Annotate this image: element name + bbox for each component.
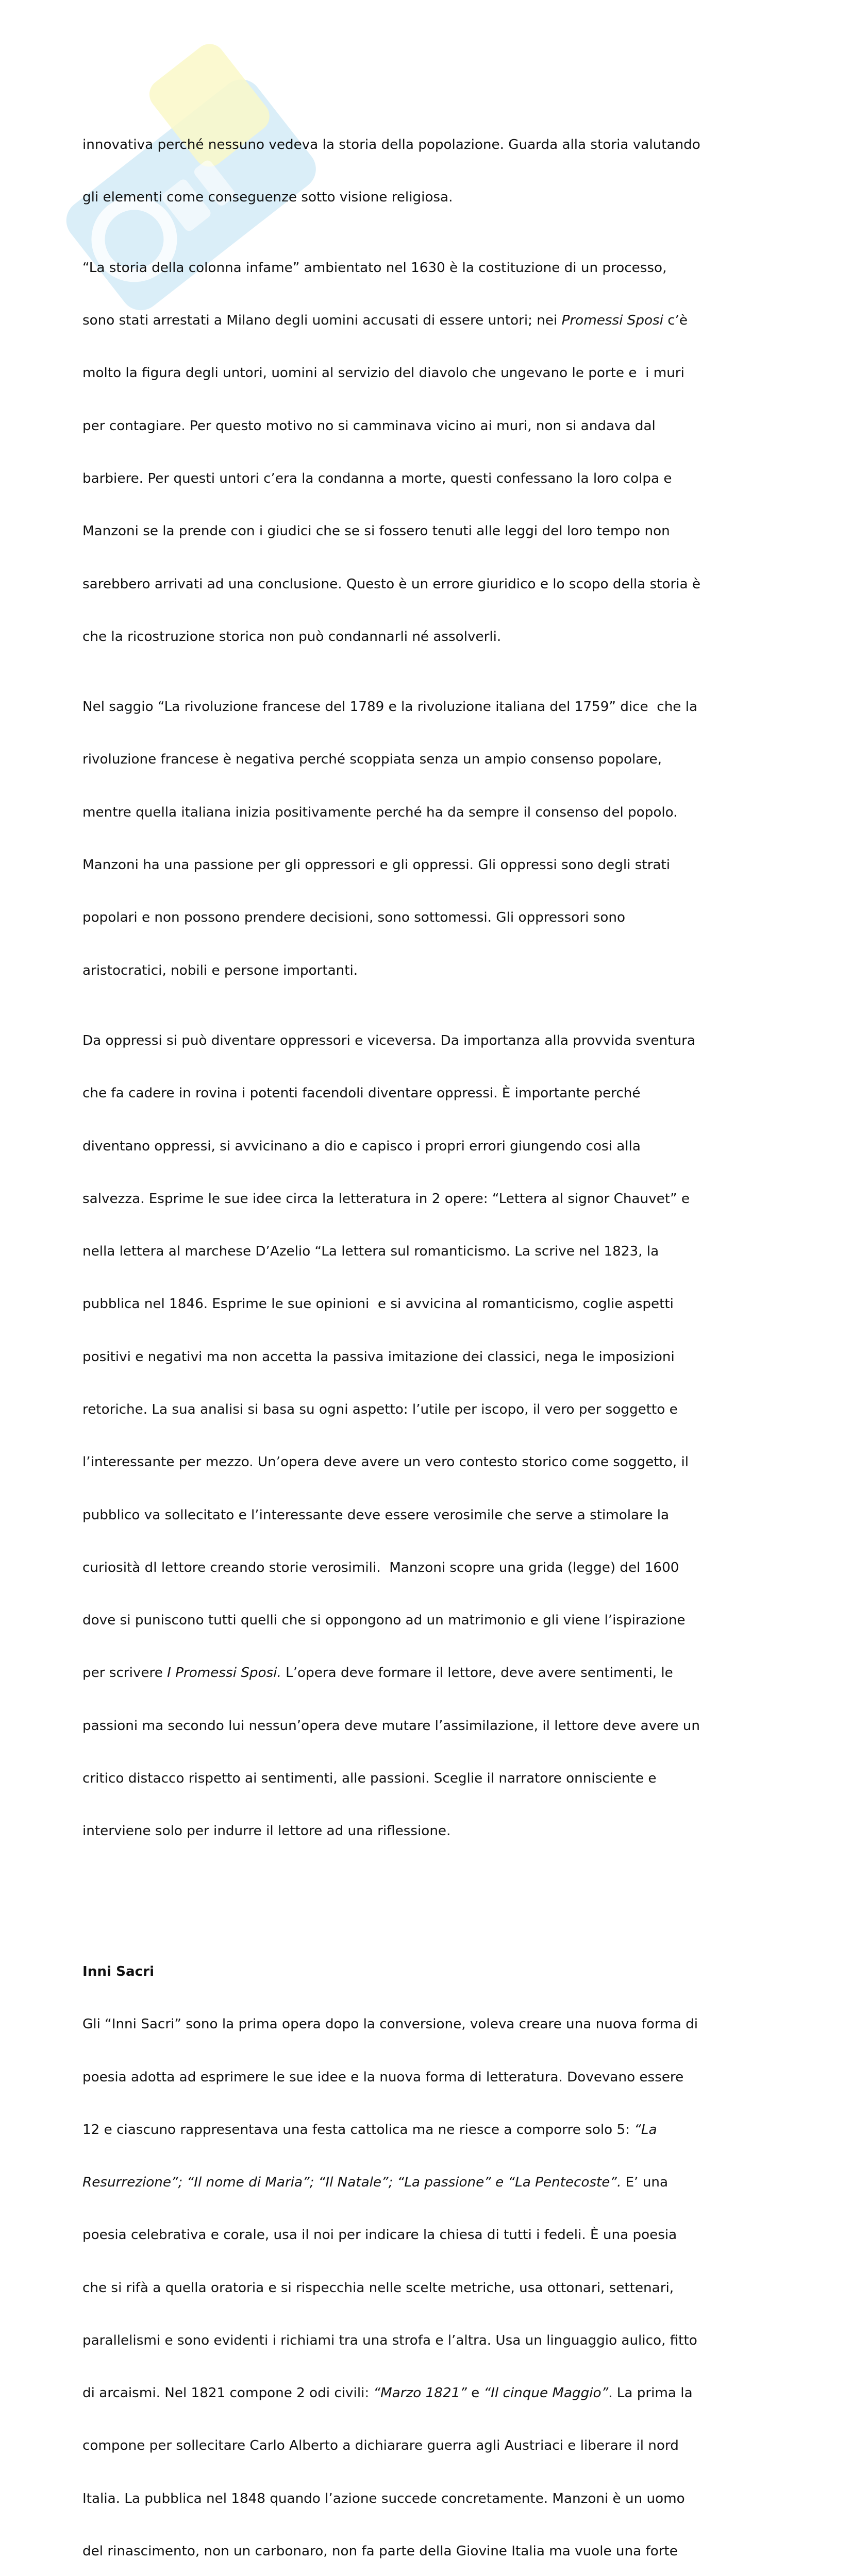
text-line: 12 e ciascuno rappresentava una festa cattolica ma ne riesce a comporre solo 5: “La [82,2122,657,2138]
text-line: che la ricostruzione storica non può condannarli né assolverli. [82,629,502,645]
text-line: Nel saggio “La rivoluzione francese del 1789 e la rivoluzione italiana del 1759” dice che la [82,699,698,715]
text-line: Gli “Inni Sacri” sono la prima opera dopo la conversione, voleva creare una nuova forma di [82,2016,698,2032]
section-heading-inni-sacri: Inni Sacri [82,1963,155,1979]
text-line: critico distacco rispetto ai sentimenti, alle passioni. Sceglie il narratore onnisciente e [82,1770,657,1786]
text-line: pubblica nel 1846. Esprime le sue opinioni e si avvicina al romanticismo, coglie aspetti [82,1296,674,1312]
text-line: poesia celebrativa e corale, usa il noi per indicare la chiesa di tutti i fedeli. È una poesia [82,2227,677,2243]
text-line: retoriche. La sua analisi si basa su ogni aspetto: l’utile per iscopo, il vero per soggetto e [82,1401,678,1417]
italic-title: Promessi Sposi [561,313,663,329]
text-line: interviene solo per indurre il lettore ad una riflessione. [82,1823,451,1839]
text-line: parallelismi e sono evidenti i richiami tra una strofa e l’altra. Usa un linguaggio aulico, fitto [82,2332,697,2348]
text-line: per scrivere I Promessi Sposi. L’opera deve formare il lettore, deve avere sentimenti, le [82,1665,673,1681]
text-line: per contagiare. Per questo motivo no si camminava vicino ai muri, non si andava dal [82,418,656,434]
text-line: gli elementi come conseguenze sotto visione religiosa. [82,190,453,206]
text-line: barbiere. Per questi untori c’era la condanna a morte, questi confessano la loro colpa e [82,470,672,486]
document-body [82,101,778,2576]
text-line: rivoluzione francese è negativa perché scoppiata senza un ampio consenso popolare, [82,752,662,768]
text-line: nella lettera al marchese D’Azelio “La lettera sul romanticismo. La scrive nel 1823, la [82,1244,659,1260]
text-line: Da oppressi si può diventare oppressori e viceversa. Da importanza alla provvida sventura [82,1032,695,1048]
text-line: molto la figura degli untori, uomini al servizio del diavolo che ungevano le porte e i muri [82,365,684,381]
text-line: salvezza. Esprime le sue idee circa la letteratura in 2 opere: “Lettera al signor Chauvet” e [82,1191,690,1207]
text-line: poesia adotta ad esprimere le sue idee e la nuova forma di letteratura. Dovevano essere [82,2069,684,2085]
italic-title: “Il cinque Maggio” [483,2385,609,2401]
italic-title: “Marzo 1821” [373,2385,467,2401]
text-line: passioni ma secondo lui nessun’opera deve mutare l’assimilazione, il lettore deve avere un [82,1718,700,1734]
paragraph-spacer [82,1893,778,1910]
text-line: Resurrezione”; “Il nome di Maria”; “Il Natale”; “La passione” e “La Pentecoste”. E’ una [82,2175,669,2191]
text-line: del rinascimento, non un carbonaro, non fa parte della Giovine Italia ma vuole una forte [82,2544,678,2560]
text-line: innovativa perché nessuno vedeva la storia della popolazione. Guarda alla storia valutando [82,137,700,153]
text-line: Manzoni ha una passione per gli oppressori e gli oppressi. Gli oppressi sono degli strati [82,857,671,873]
text-line: sono stati arrestati a Milano degli uomini accusati di essere untori; nei Promessi Sposi c’è [82,313,688,329]
text-line: curiosità dl lettore creando storie verosimili. Manzoni scopre una grida (legge) del 1600 [82,1560,679,1575]
text-line: diventano oppressi, si avvicinano a dio e capisco i propri errori giungendo cosi alla [82,1138,641,1154]
text-line: pubblico va sollecitato e l’interessante deve essere verosimile che serve a stimolare la [82,1507,670,1523]
italic-title: I Promessi Sposi. [167,1665,281,1681]
italic-title: Resurrezione”; “Il nome di Maria”; “Il Natale”; “La passione” e “La Pentecoste”. [82,2175,622,2191]
text-line: l’interessante per mezzo. Un’opera deve avere un vero contesto storico come soggetto, il [82,1454,689,1470]
text-line: sarebbero arrivati ad una conclusione. Questo è un errore giuridico e lo scopo della storia è [82,576,701,592]
text-line: “La storia della colonna infame” ambientato nel 1630 è la costituzione di un processo, [82,260,667,276]
text-line: Italia. La pubblica nel 1848 quando l’azione succede concretamente. Manzoni è un uomo [82,2490,685,2506]
text-line: Manzoni se la prende con i giudici che se si fossero tenuti alle leggi del loro tempo non [82,523,670,539]
text-line: aristocratici, nobili e persone importanti. [82,962,358,978]
italic-title: “La [634,2122,657,2138]
text-line: di arcaismi. Nel 1821 compone 2 odi civili: “Marzo 1821” e “Il cinque Maggio”. La prima la [82,2385,693,2401]
text-line: mentre quella italiana inizia positivamente perché ha da sempre il consenso del popolo. [82,804,678,820]
text-line: che fa cadere in rovina i potenti facendoli diventare oppressi. È importante perché [82,1086,641,1101]
text-line: positivi e negativi ma non accetta la passiva imitazione dei classici, nega le imposizioni [82,1349,675,1365]
text-line: popolari e non possono prendere decisioni, sono sottomessi. Gli oppressori sono [82,910,625,926]
text-line: che si rifà a quella oratoria e si rispecchia nelle scelte metriche, usa ottonari, settenari, [82,2280,674,2296]
text-line: compone per sollecitare Carlo Alberto a dichiarare guerra agli Austriaci e liberare il nord [82,2438,679,2454]
text-line: dove si puniscono tutti quelli che si oppongono ad un matrimonio e gli viene l’ispirazione [82,1613,686,1629]
